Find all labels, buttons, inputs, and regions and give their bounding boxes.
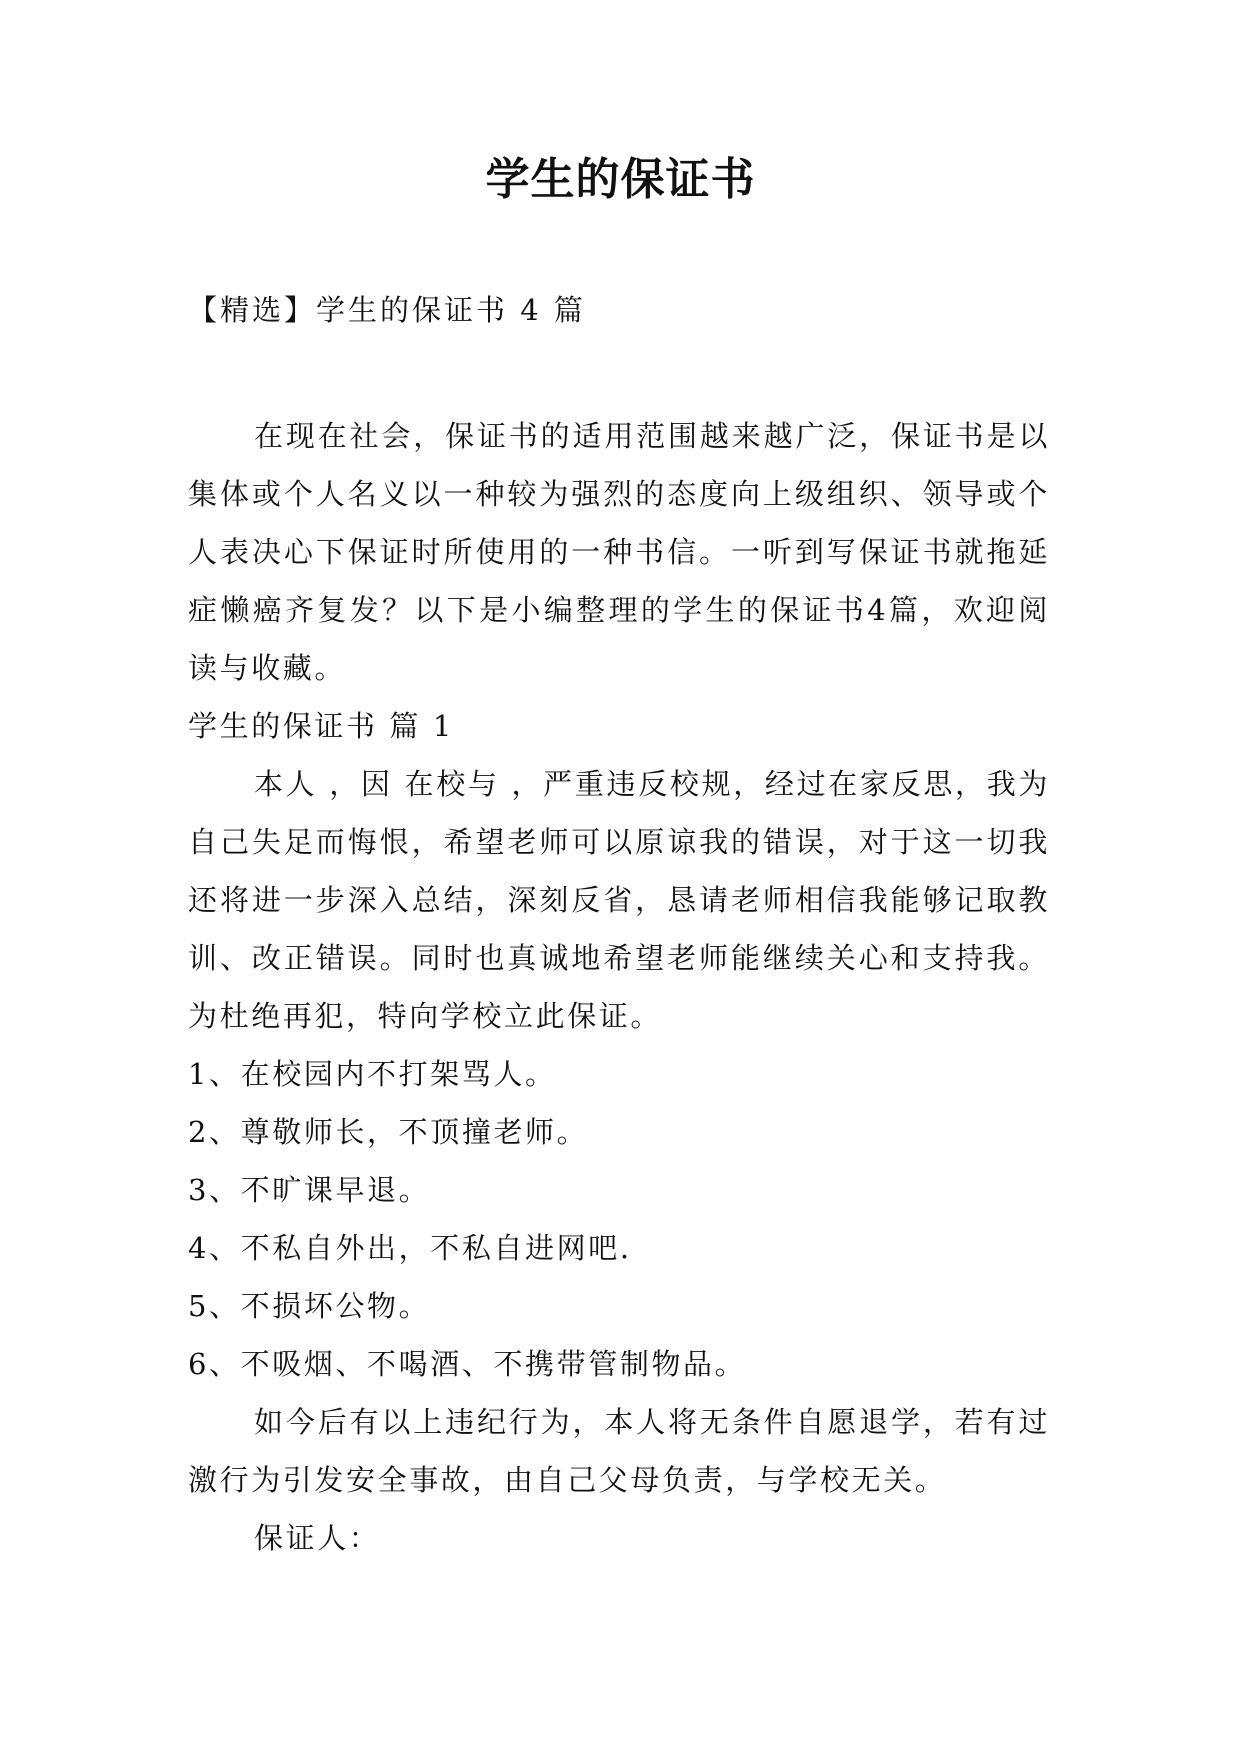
section-paragraph: 本人 ，因 在校与 ，严重违反校规，经过在家反思，我为自己失足而悔恨，希望老师可以原谅我的错误，对于这一切我还将进一步深入总结，深刻反省，恳请老师相信我能够记取教训、改正错误。同时也真诚地希望老师能继续关心和支持我。为杜绝再犯，特向学校立此保证。 (188, 767, 1050, 1033)
intro-paragraph: 在现在社会，保证书的适用范围越来越广泛，保证书是以集体或个人名义以一种较为强烈的态度向上级组织、领导或个人表决心下保证时所使用的一种书信。一听到写保证书就拖延症懒癌齐复发？以下是小编整理的学生的保证书4篇，欢迎阅读与收藏。 (188, 419, 1050, 685)
list-item: 5、不损坏公物。 (188, 1289, 431, 1323)
closing-paragraph: 如今后有以上违纪行为，本人将无条件自愿退学，若有过激行为引发安全事故，由自己父母负责，与学校无关。 (188, 1405, 1050, 1497)
document-subtitle: 【精选】学生的保证书 4 篇 (188, 293, 586, 327)
document-title: 学生的保证书 (485, 154, 756, 205)
section-heading: 学生的保证书 篇 1 (188, 709, 454, 743)
signature-label: 保证人： (254, 1521, 381, 1555)
list-item: 6、不吸烟、不喝酒、不携带管制物品。 (188, 1347, 747, 1381)
list-item: 1、在校园内不打架骂人。 (188, 1057, 557, 1091)
list-item: 4、不私自外出，不私自进网吧. (188, 1231, 632, 1265)
list-item: 2、尊敬师长，不顶撞老师。 (188, 1115, 589, 1149)
document-body (188, 407, 1050, 1567)
list-item: 3、不旷课早退。 (188, 1173, 431, 1207)
